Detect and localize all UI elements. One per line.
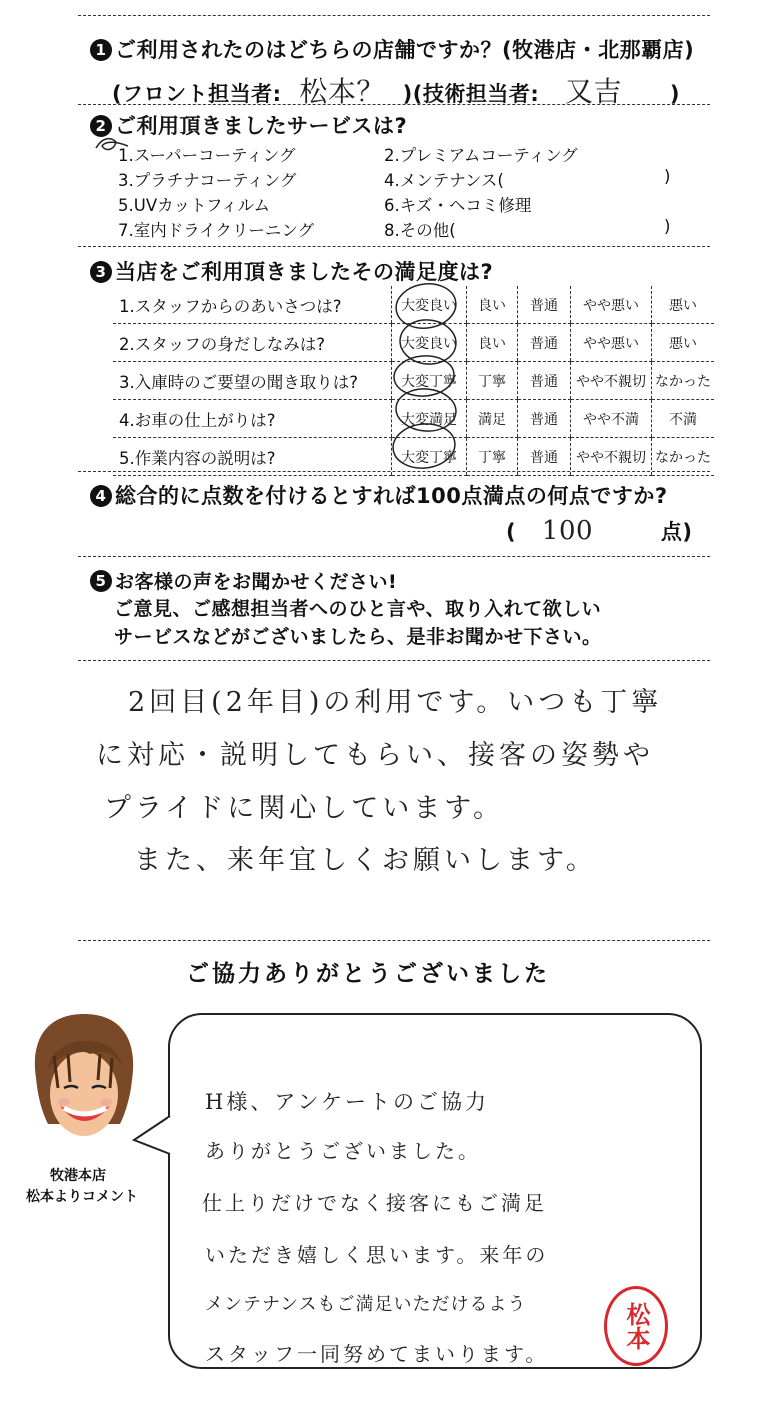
q2-question-text: ご利用頂きましたサービスは?	[115, 114, 408, 138]
q1-number-badge: 1	[90, 39, 112, 61]
score-unit: 点)	[660, 520, 693, 544]
divider-answer	[78, 660, 710, 661]
rating-option: 普通	[518, 400, 571, 438]
q5-sub-line-2: サービスなどがございましたら、是非お聞かせ下さい。	[114, 626, 602, 648]
satisfaction-row-label: 2.スタッフの身だしなみは?	[113, 324, 392, 362]
satisfaction-row-label: 4.お車の仕上がりは?	[113, 400, 392, 438]
q1-question-text: ご利用されたのはどちらの店舗ですか？(牧港店・北那覇店)	[115, 38, 695, 62]
q5-number-badge: 5	[90, 570, 112, 592]
rating-option: なかった	[652, 362, 715, 400]
rating-option: 普通	[518, 362, 571, 400]
comment-line-2: ありがとうございました。	[205, 1139, 481, 1163]
score-open-paren: (	[506, 520, 517, 544]
q5-sub-line-1: ご意見、ご感想担当者へのひと言や、取り入れて欲しい	[114, 598, 602, 620]
selection-circle-5	[391, 421, 457, 470]
customer-answer-line-3: プライドに関心しています。	[104, 793, 505, 824]
q1-question	[90, 34, 694, 64]
rating-option: やや不親切	[571, 438, 652, 476]
rating-option: 大変良い	[392, 324, 467, 362]
comment-line-3: 仕上りだけでなく接客にもご満足	[202, 1191, 547, 1215]
service-item-4: 4.メンテナンス(	[384, 171, 504, 190]
divider-q3	[78, 246, 710, 247]
rating-option: 良い	[467, 324, 518, 362]
tech-staff-label: )(技術担当者:	[402, 82, 540, 106]
front-staff-label: (フロント担当者:	[112, 82, 282, 106]
q2-question	[90, 110, 407, 140]
score-value: 100	[541, 516, 594, 546]
bubble-tail	[132, 1110, 172, 1160]
q4-question-text: 総合的に点数を付けるとすれば100点満点の何点ですか?	[115, 484, 668, 508]
satisfaction-row-label: 1.スタッフからのあいさつは?	[113, 286, 392, 324]
selection-circle-1	[393, 280, 459, 332]
satisfaction-row-label: 5.作業内容の説明は?	[113, 438, 392, 476]
q4-number-badge: 4	[90, 485, 112, 507]
customer-answer-line-1: 2回目(2年目)の利用です。いつも丁寧	[128, 687, 663, 718]
rating-option: 普通	[518, 286, 571, 324]
rating-option: なかった	[652, 438, 715, 476]
q1-close-paren: )	[669, 82, 680, 106]
comment-line-1: H様、アンケートのご協力	[205, 1090, 490, 1114]
staff-caption-comment: 松本よりコメント	[26, 1189, 138, 1205]
q3-question-text: 当店をご利用頂きましたその満足度は?	[115, 260, 494, 284]
rating-option: 大変良い	[392, 286, 467, 324]
rating-option: 普通	[518, 438, 571, 476]
service-item-1: 1.スーパーコーティング	[118, 146, 296, 165]
staff-caption-store: 牧港本店	[50, 1168, 106, 1184]
selection-circle-4	[394, 386, 457, 433]
comment-line-5: メンテナンスもご満足いただけるよう	[205, 1294, 527, 1315]
service-item-8: 8.その他(	[384, 221, 456, 240]
rating-option: 良い	[467, 286, 518, 324]
service-item-7: 7.室内ドライクリーニング	[118, 221, 315, 240]
q3-number-badge: 3	[90, 261, 112, 283]
rating-option: 大変満足	[392, 400, 467, 438]
q5-question-text: お客様の声をお聞かせください!	[115, 571, 398, 593]
rating-option: 普通	[518, 324, 571, 362]
selection-circle-3	[393, 354, 456, 398]
rating-option: 悪い	[652, 324, 715, 362]
q1-staff-line	[112, 70, 680, 110]
satisfaction-row-label: 3.入庫時のご要望の聞き取りは?	[113, 362, 392, 400]
rating-option: 満足	[467, 400, 518, 438]
rating-option: やや悪い	[571, 286, 652, 324]
rating-option: やや不満	[571, 400, 652, 438]
service-item-6: 6.キズ・ヘコミ修理	[384, 196, 532, 215]
rating-option: 悪い	[652, 286, 715, 324]
thanks-heading: ご協力ありがとうございました	[186, 961, 550, 987]
service-item-5: 5.UVカットフィルム	[118, 196, 270, 215]
service-item-8-close: )	[664, 217, 671, 236]
rating-option: 不満	[652, 400, 715, 438]
divider-bottom	[78, 940, 710, 941]
tech-staff-value: 又吉	[565, 75, 623, 108]
customer-answer-line-2: に対応・説明してもらい、接客の姿勢や	[96, 740, 654, 771]
q2-number-badge: 2	[90, 115, 112, 137]
front-staff-value: 松本？	[299, 75, 385, 108]
comment-line-4: いただき嬉しく思います。来年の	[205, 1243, 549, 1267]
rating-option: 大変丁寧	[392, 362, 467, 400]
divider-q5	[78, 556, 710, 557]
q4-question	[90, 480, 668, 510]
rating-option: やや不親切	[571, 362, 652, 400]
customer-answer-line-4: また、来年宜しくお願いします。	[134, 845, 597, 876]
hanko-stamp-text: 松本	[622, 1302, 651, 1350]
divider-top	[78, 15, 710, 16]
rating-option: 大変丁寧	[392, 438, 467, 476]
service-item-3: 3.プラチナコーティング	[118, 171, 297, 190]
service-item-4-close: )	[664, 167, 671, 186]
avatar	[24, 1008, 144, 1156]
rating-option: 丁寧	[467, 362, 518, 400]
rating-option: 丁寧	[467, 438, 518, 476]
comment-line-6: スタッフ一同努めてまいります。	[205, 1342, 549, 1366]
q4-score-line	[506, 516, 692, 546]
selection-circles	[380, 270, 480, 470]
hanko-stamp	[604, 1286, 668, 1366]
rating-option: やや悪い	[571, 324, 652, 362]
q5-question	[90, 567, 397, 594]
service-item-2: 2.プレミアムコーティング	[384, 146, 578, 165]
